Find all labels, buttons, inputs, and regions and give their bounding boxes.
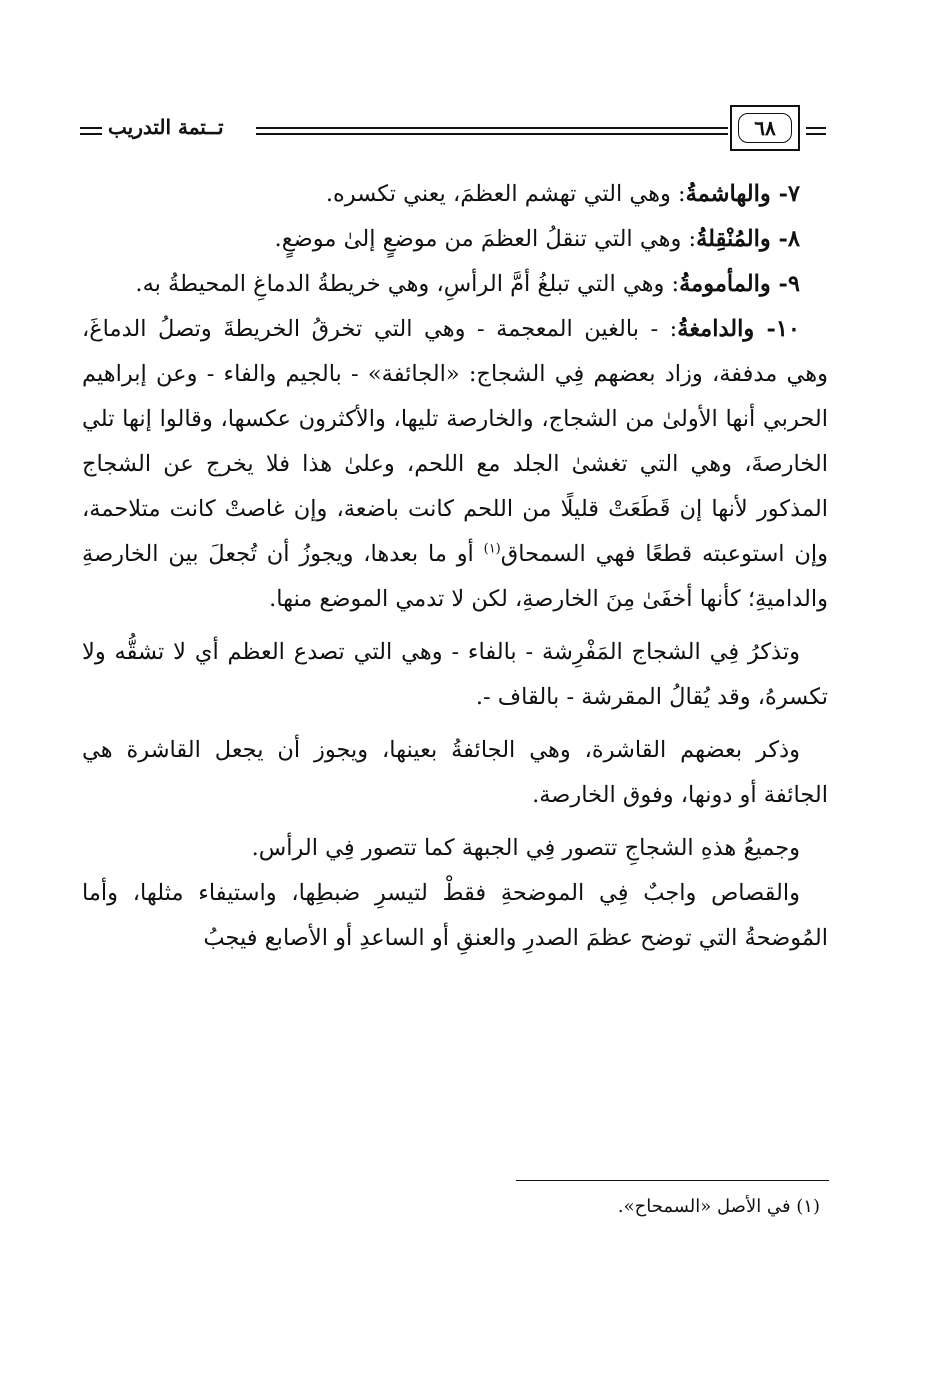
definition-damigha: : - بالغين المعجمة - وهي التي تخرقُ الخريطةَ وتصلُ الدماغَ، وهي مدففة، وزاد بعضهم فِي الشجاج: «الجائفة» - بالجيم والفاء - وعن إبراهيم الحربي أنها الأولىٰ من الشجاج، والخارصة تليها، والأكثرون عكسها، وقالوا إنها تلي الخارصةَ، وهي التي تغشىٰ الجلد مع اللحم، وعلىٰ هذا فلا يخرج عن الشجاج المذكور لأنها إن قَطَعَتْ قليلًا من اللحم كانت باضعة، وإن غاصتْ كانت متلاحمة، وإن استوعبته قطعًا فهي السمحاق <box>82 316 828 567</box>
page-number-frame <box>730 105 800 151</box>
paragraph-hashima <box>82 172 828 217</box>
main-text <box>82 172 828 969</box>
paragraph-forehead: وجميعُ هذهِ الشجاجِ تتصور فِي الجبهة كما تتصور فِي الرأس. <box>251 835 800 861</box>
definition-hashima: : وهي التي تهشم العظمَ، يعني تكسره. <box>325 181 686 207</box>
running-title: تــتمة التدريب <box>108 115 224 139</box>
running-header <box>80 105 832 157</box>
footnote-separator <box>516 1180 829 1181</box>
paragraph-munaqqila <box>82 217 828 262</box>
term-munaqqila: ٨- والمُنْقِلةُ <box>696 226 800 252</box>
definition-munaqqila: : وهي التي تنقلُ العظمَ من موضعٍ إلىٰ موضعٍ. <box>274 226 697 252</box>
footnote-1: (١) في الأصل «السمحاح». <box>617 1196 820 1217</box>
paragraph-mamuma <box>82 262 828 307</box>
paragraph-qisas: والقصاص واجبٌ فِي الموضحةِ فقطْ لتيسرِ ضبطِها، واستيفاء مثلها، وأما المُوضحةُ التي توضح عظمَ الصدرِ والعنقِ أو الساعدِ أو الأصابع فيجبُ <box>82 880 828 951</box>
term-damigha: ١٠- والدامغةُ <box>677 316 800 342</box>
term-mamuma: ٩- والمأمومةُ <box>679 271 800 297</box>
definition-mamuma: : وهي التي تبلغُ أمَّ الرأسِ، وهي خريطةُ الدماغِ المحيطةُ به. <box>135 271 680 297</box>
paragraph-mafrisha: وتذكرُ فِي الشجاج المَفْرِشة - بالفاء - وهي التي تصدع العظم أي لا تشقُّه ولا تكسرهُ، وقد يُقالُ المقرشة - بالقاف -. <box>82 639 828 710</box>
page-number: ٦٨ <box>738 113 792 143</box>
paragraph-damigha <box>82 307 828 622</box>
footnote-ref-1: (١) <box>483 541 501 557</box>
definition-damigha-cont: أو ما بعدها، ويجوزُ أن تُجعلَ بين الخارصةِ والداميةِ؛ كأنها أخفَىٰ مِنَ الخارصةِ، لكن لا تدمي الموضع منها. <box>82 541 828 612</box>
header-dash-left <box>80 127 102 135</box>
header-dash-right <box>806 127 826 135</box>
header-rule <box>256 127 728 135</box>
term-hashima: ٧- والهاشمةُ <box>685 181 800 207</box>
paragraph-qashira: وذكر بعضهم القاشرة، وهي الجائفةُ بعينها، ويجوز أن يجعل القاشرة هي الجائفة أو دونها، وفوق الخارصة. <box>82 737 828 808</box>
